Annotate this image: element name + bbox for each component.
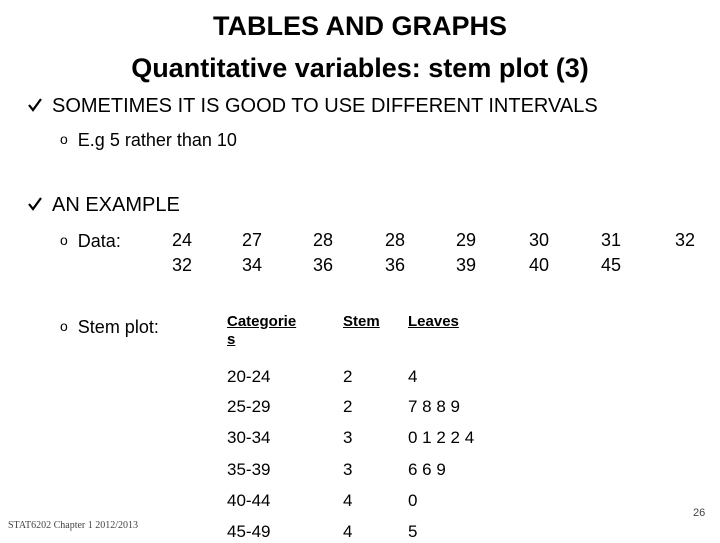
column-header-stem: Stem [343,313,380,330]
data-value: 32 [172,255,193,275]
leaves-cell: 7 8 8 9 [408,397,460,416]
page-number: 26 [693,507,706,519]
data-label: Data: [77,231,121,251]
data-value: 31 [601,230,622,250]
data-value: 29 [456,230,477,250]
stem-cell: 2 [343,367,353,386]
bullet-text: AN EXAMPLE [52,194,180,216]
category-cell: 35-39 [227,460,271,479]
leaves-cell: 4 [408,367,418,386]
data-value: 40 [529,255,550,275]
circle-bullet-icon: o [60,318,68,334]
category-cell: 25-29 [227,397,271,416]
slide-title: TABLES AND GRAPHS [212,11,507,41]
category-cell: 30-34 [227,428,271,447]
data-value: 30 [529,230,550,250]
bullet-an-example [28,193,180,217]
checkmark-icon [28,193,42,217]
data-value: 24 [172,230,193,250]
stem-cell: 3 [343,428,353,447]
stem-cell: 3 [343,460,353,479]
leaves-cell: 5 [408,522,418,541]
sub-bullet-example [60,128,237,151]
stem-cell: 4 [343,491,353,510]
category-cell: 20-24 [227,367,271,386]
data-value: 45 [601,255,622,275]
data-value: 28 [313,230,334,250]
checkmark-icon [28,94,42,118]
category-cell: 40-44 [227,491,271,510]
stem-plot-label: Stem plot: [77,317,159,337]
data-value: 39 [456,255,477,275]
sub-bullet-text: E.g 5 rather than 10 [77,130,237,150]
leaves-cell: 0 1 2 2 4 [408,428,475,447]
leaves-cell: 6 6 9 [408,460,446,479]
circle-bullet-icon: o [60,131,68,147]
column-header-leaves: Leaves [408,313,459,330]
column-header-categories: Categorie s [227,313,297,348]
stem-cell: 4 [343,522,353,541]
slide-subtitle: Quantitative variables: stem plot (3) [131,53,589,83]
data-value: 36 [313,255,334,275]
leaves-cell: 0 [408,491,418,510]
category-cell: 45-49 [227,522,271,541]
bullet-intervals [28,94,598,118]
stem-cell: 2 [343,397,353,416]
data-value: 32 [675,230,696,250]
sub-bullet-stem-plot [60,315,159,338]
bullet-text: SOMETIMES IT IS GOOD TO USE DIFFERENT INTERVALS [52,95,598,117]
circle-bullet-icon: o [60,232,68,248]
sub-bullet-data [60,229,121,252]
data-value: 36 [385,255,406,275]
data-value: 28 [385,230,406,250]
data-value: 34 [242,255,263,275]
footer-course-label: STAT6202 Chapter 1 2012/2013 [8,520,139,531]
data-value: 27 [242,230,263,250]
